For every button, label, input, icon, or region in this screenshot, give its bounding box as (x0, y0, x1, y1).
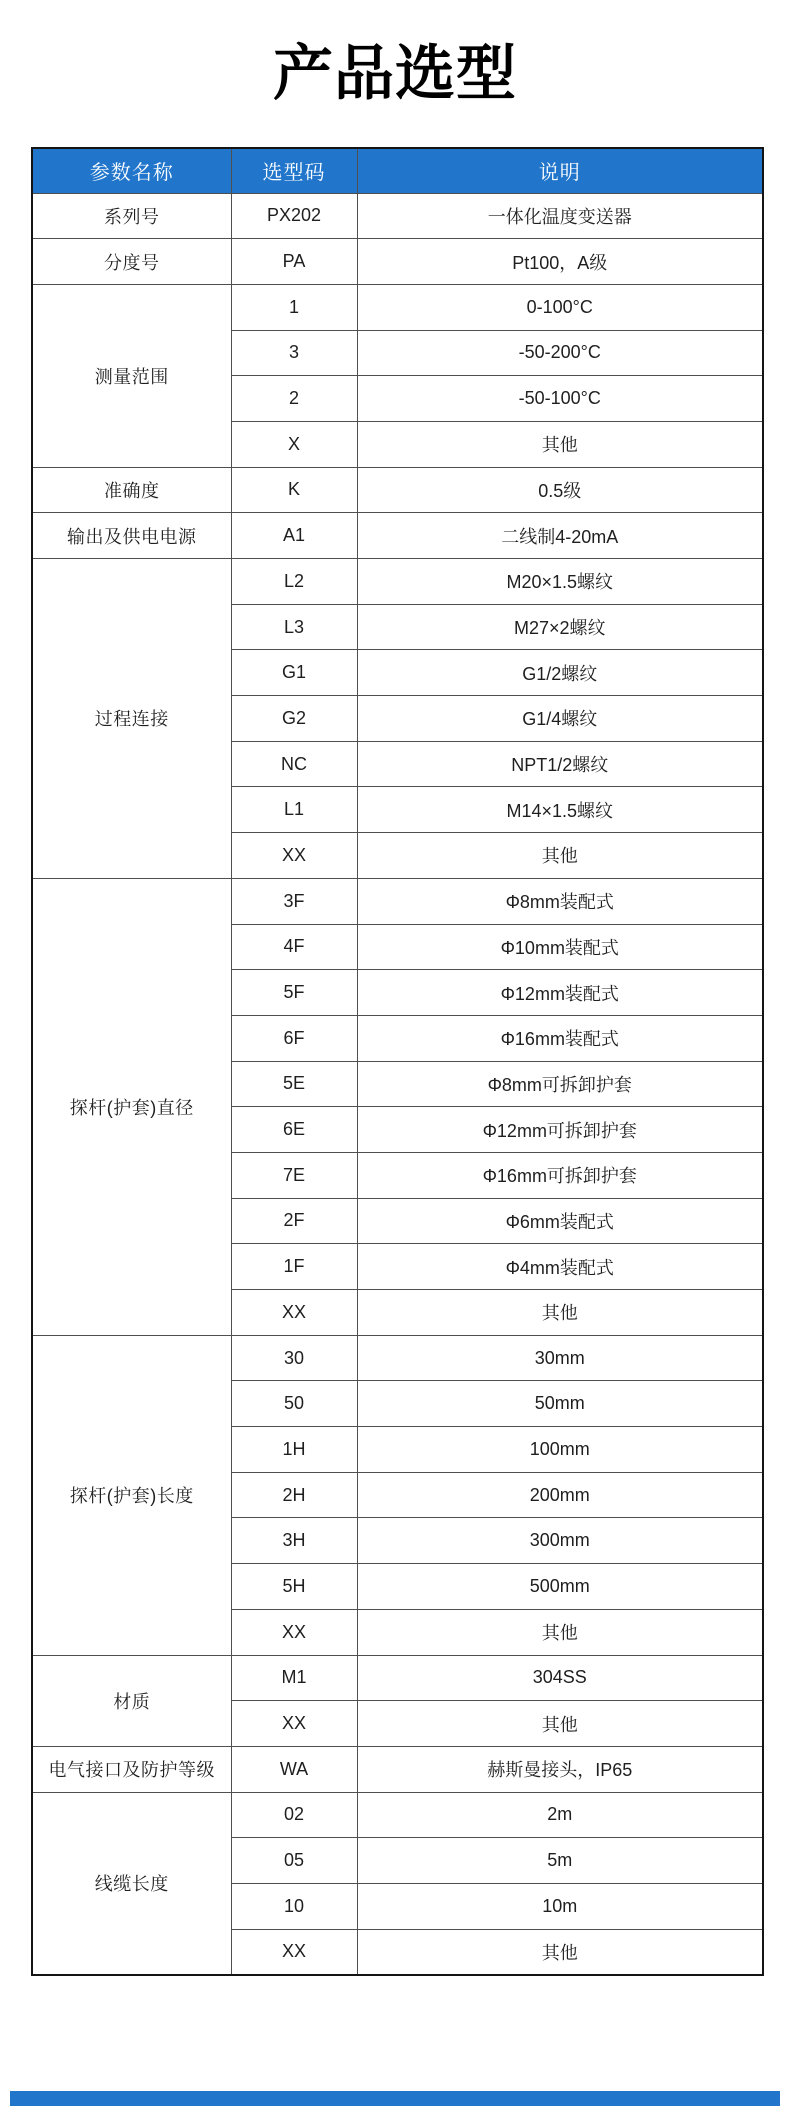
desc-cell: 一体化温度变送器 (357, 193, 763, 239)
code-cell: 1F (231, 1244, 357, 1290)
desc-cell: 50mm (357, 1381, 763, 1427)
code-cell: L1 (231, 787, 357, 833)
code-cell: L3 (231, 604, 357, 650)
code-cell: 5F (231, 970, 357, 1016)
code-cell: 50 (231, 1381, 357, 1427)
param-name-cell: 系列号 (32, 193, 231, 239)
desc-cell: Φ4mm装配式 (357, 1244, 763, 1290)
desc-cell: 二线制4-20mA (357, 513, 763, 559)
desc-cell: -50-200°C (357, 330, 763, 376)
desc-cell: 10m (357, 1883, 763, 1929)
footer-divider-bar (10, 2091, 780, 2106)
desc-cell: 其他 (357, 833, 763, 879)
col-header-description: 说明 (357, 148, 763, 193)
code-cell: XX (231, 1290, 357, 1336)
code-cell: 5H (231, 1564, 357, 1610)
table-row (32, 513, 763, 559)
table-body (32, 193, 763, 1975)
desc-cell: Φ12mm可拆卸护套 (357, 1107, 763, 1153)
param-name-cell: 探杆(护套)直径 (32, 878, 231, 1335)
param-name-cell: 电气接口及防护等级 (32, 1746, 231, 1792)
desc-cell: Φ10mm装配式 (357, 924, 763, 970)
page-title: 产品选型 (273, 40, 517, 107)
desc-cell: 500mm (357, 1564, 763, 1610)
code-cell: 2 (231, 376, 357, 422)
code-cell: 1H (231, 1427, 357, 1473)
code-cell: 30 (231, 1335, 357, 1381)
param-name-cell: 过程连接 (32, 559, 231, 879)
code-cell: G1 (231, 650, 357, 696)
desc-cell: Φ12mm装配式 (357, 970, 763, 1016)
desc-cell: 其他 (357, 1701, 763, 1747)
code-cell: 6F (231, 1015, 357, 1061)
param-name-cell: 分度号 (32, 239, 231, 285)
table-row (32, 467, 763, 513)
col-header-selection-code: 选型码 (231, 148, 357, 193)
code-cell: 3H (231, 1518, 357, 1564)
code-cell: G2 (231, 696, 357, 742)
desc-cell: M27×2螺纹 (357, 604, 763, 650)
param-name-cell: 材质 (32, 1655, 231, 1746)
param-name-cell: 线缆长度 (32, 1792, 231, 1975)
desc-cell: Φ8mm可拆卸护套 (357, 1061, 763, 1107)
desc-cell: 0-100°C (357, 284, 763, 330)
desc-cell: 其他 (357, 1290, 763, 1336)
desc-cell: Φ8mm装配式 (357, 878, 763, 924)
desc-cell: 其他 (357, 1609, 763, 1655)
param-name-cell: 输出及供电电源 (32, 513, 231, 559)
code-cell: M1 (231, 1655, 357, 1701)
code-cell: PX202 (231, 193, 357, 239)
table-row (32, 1792, 763, 1838)
table-row (32, 1746, 763, 1792)
code-cell: 2F (231, 1198, 357, 1244)
desc-cell: Φ16mm装配式 (357, 1015, 763, 1061)
code-cell: NC (231, 741, 357, 787)
desc-cell: G1/4螺纹 (357, 696, 763, 742)
desc-cell: M14×1.5螺纹 (357, 787, 763, 833)
code-cell: 5E (231, 1061, 357, 1107)
code-cell: K (231, 467, 357, 513)
code-cell: 10 (231, 1883, 357, 1929)
desc-cell: 2m (357, 1792, 763, 1838)
desc-cell: 300mm (357, 1518, 763, 1564)
code-cell: 7E (231, 1152, 357, 1198)
code-cell: 02 (231, 1792, 357, 1838)
table-row (32, 193, 763, 239)
desc-cell: -50-100°C (357, 376, 763, 422)
code-cell: XX (231, 833, 357, 879)
desc-cell: 100mm (357, 1427, 763, 1473)
code-cell: XX (231, 1609, 357, 1655)
desc-cell: 304SS (357, 1655, 763, 1701)
code-cell: 3F (231, 878, 357, 924)
desc-cell: G1/2螺纹 (357, 650, 763, 696)
product-selection-table (31, 147, 764, 1976)
code-cell: XX (231, 1701, 357, 1747)
table-header (32, 148, 763, 193)
desc-cell: 5m (357, 1838, 763, 1884)
desc-cell: 0.5级 (357, 467, 763, 513)
code-cell: X (231, 421, 357, 467)
param-name-cell: 准确度 (32, 467, 231, 513)
code-cell: 05 (231, 1838, 357, 1884)
table-row (32, 284, 763, 330)
code-cell: 3 (231, 330, 357, 376)
table-row (32, 1335, 763, 1381)
code-cell: 2H (231, 1472, 357, 1518)
desc-cell: Φ6mm装配式 (357, 1198, 763, 1244)
table-row (32, 1655, 763, 1701)
code-cell: 1 (231, 284, 357, 330)
code-cell: A1 (231, 513, 357, 559)
param-name-cell: 探杆(护套)长度 (32, 1335, 231, 1655)
desc-cell: 30mm (357, 1335, 763, 1381)
desc-cell: 其他 (357, 1929, 763, 1975)
header-row (32, 148, 763, 193)
desc-cell: NPT1/2螺纹 (357, 741, 763, 787)
desc-cell: 其他 (357, 421, 763, 467)
desc-cell: Φ16mm可拆卸护套 (357, 1152, 763, 1198)
desc-cell: Pt100，A级 (357, 239, 763, 285)
table-row (32, 559, 763, 605)
desc-cell: 赫斯曼接头，IP65 (357, 1746, 763, 1792)
desc-cell: M20×1.5螺纹 (357, 559, 763, 605)
desc-cell: 200mm (357, 1472, 763, 1518)
code-cell: 4F (231, 924, 357, 970)
code-cell: L2 (231, 559, 357, 605)
code-cell: XX (231, 1929, 357, 1975)
table-row (32, 878, 763, 924)
code-cell: 6E (231, 1107, 357, 1153)
param-name-cell: 测量范围 (32, 284, 231, 467)
col-header-parameter-name: 参数名称 (32, 148, 231, 193)
table-row (32, 239, 763, 285)
code-cell: WA (231, 1746, 357, 1792)
code-cell: PA (231, 239, 357, 285)
